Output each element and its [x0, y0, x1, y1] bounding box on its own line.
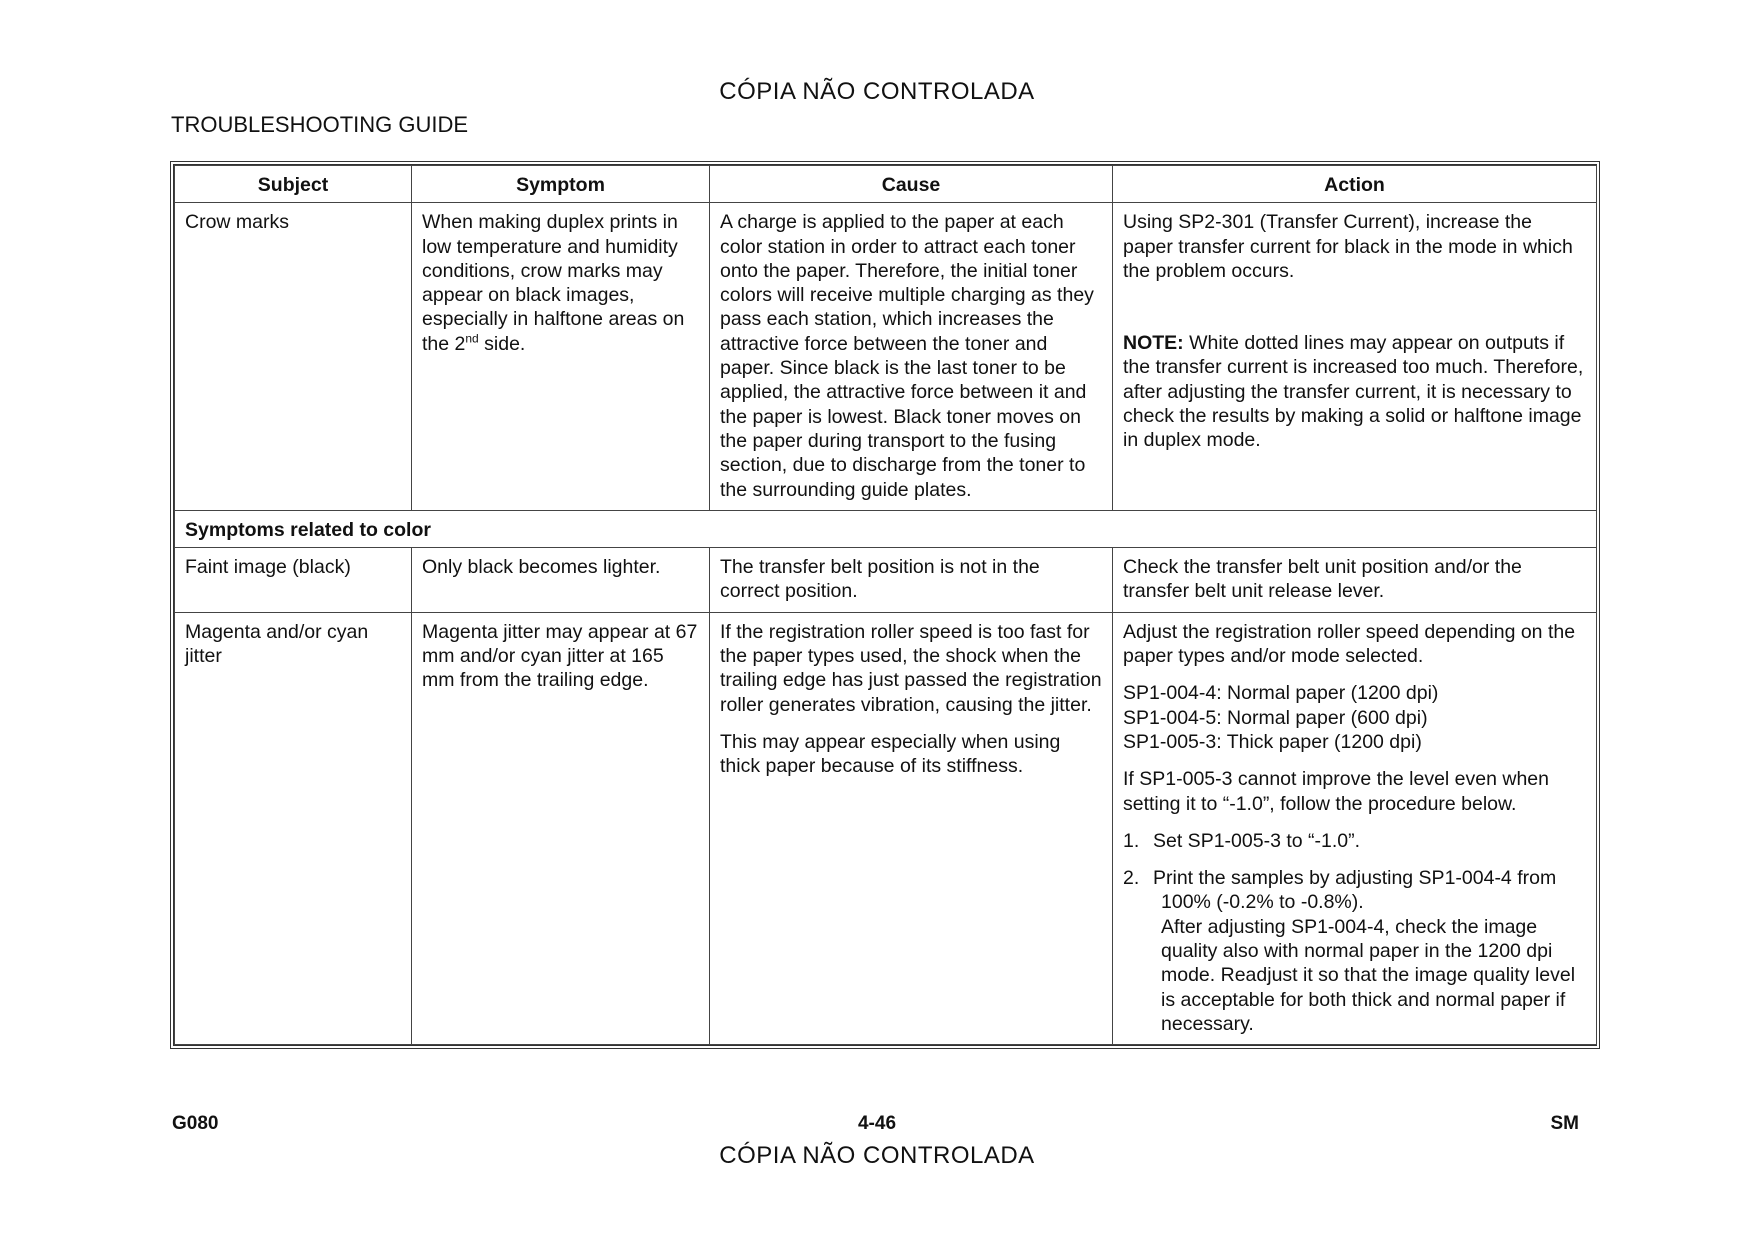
spacer [1123, 816, 1587, 829]
sp-line: SP1-004-4: Normal paper (1200 dpi) [1123, 682, 1439, 705]
watermark-top: CÓPIA NÃO CONTROLADA [719, 78, 1035, 105]
cell-cause: A charge is applied to the paper at each color station in order to attract each toner onto the paper. Therefore, the initial toner colors will receive multiple charging as they pass each station, which increases the attractive force between the toner and paper. Since black is the last toner to be applied, the attractive force between it and the paper is lowest. Black toner moves on the paper during transport to the fusing section, due to discharge from the toner to the surrounding guide plates. [710, 203, 1113, 511]
watermark-bottom: CÓPIA NÃO CONTROLADA [719, 1142, 1035, 1169]
spacer [720, 717, 1103, 730]
cell-symptom: Magenta jitter may appear at 67 mm and/or cyan jitter at 165 mm from the trailing edge. [412, 612, 710, 1044]
table-header-row [175, 166, 1597, 203]
symptom-text-end: side. [478, 332, 526, 355]
sp-line: SP1-005-3: Thick paper (1200 dpi) [1123, 730, 1422, 753]
header-subject: Subject [175, 166, 412, 203]
table-body [174, 165, 1597, 1045]
action-text-2: If SP1-005-3 cannot improve the level even when setting it to “-1.0”, follow the procedure below. [1123, 768, 1550, 815]
spacer [1123, 754, 1587, 767]
footer-model-code: G080 [172, 1113, 219, 1134]
note-label: NOTE: [1123, 332, 1184, 355]
step-text-continued: 100% (-0.2% to -0.8%). [1161, 891, 1364, 914]
cause-text: If the registration roller speed is too fast for the paper types used, the shock when the trailing edge has just passed the registration roller generates vibration, causing the jitter. [720, 620, 1102, 716]
running-header: TROUBLESHOOTING GUIDE [171, 112, 469, 137]
spacer [1123, 668, 1587, 681]
section-label: Symptoms related to color [175, 510, 1597, 547]
spacer [1123, 853, 1587, 866]
cell-cause [710, 612, 1113, 1044]
table-section-row [175, 510, 1597, 547]
footer-page-number: 4-46 [857, 1113, 897, 1134]
action-text: Adjust the registration roller speed depending on the paper types and/or mode selected. [1123, 620, 1576, 668]
note-text: White dotted lines may appear on outputs if the transfer current is increased too much. Therefore, after adjusting the transfer current, it is necessary to check the results by making a solid or halftone image in duplex mode. [1123, 332, 1584, 452]
symptom-text: When making duplex prints in low temperature and humidity conditions, crow marks may appear on black images, especially in halftone areas on the 2 [422, 211, 685, 355]
sp-line: SP1-004-5: Normal paper (600 dpi) [1123, 706, 1428, 729]
step-number: 1. [1123, 829, 1140, 852]
cell-subject: Crow marks [175, 203, 412, 511]
footer-manual-code: SM [1550, 1113, 1579, 1134]
spacer [1123, 283, 1587, 331]
procedure-step-1 [1123, 829, 1587, 853]
troubleshooting-table [170, 161, 1600, 1049]
cell-subject: Magenta and/or cyan jitter [175, 612, 412, 1044]
symptom-superscript: nd [465, 331, 479, 346]
table-row-jitter [175, 612, 1597, 1044]
header-cause: Cause [710, 166, 1113, 203]
cell-action [1113, 203, 1597, 511]
step-detail: After adjusting SP1-004-4, check the image quality also with normal paper in the 1200 dpi mode. Readjust it so that the image quality level is acceptable for both thick and normal paper if necessary. [1161, 915, 1576, 1035]
cell-symptom [412, 203, 710, 511]
action-text: Using SP2-301 (Transfer Current), increase the paper transfer current for black in the mode in which the problem occurs. [1123, 211, 1573, 282]
step-text: Print the samples by adjusting SP1-004-4 from [1153, 867, 1557, 890]
header-symptom: Symptom [412, 166, 710, 203]
step-number: 2. [1123, 867, 1140, 890]
table-row-faint-image [175, 548, 1597, 613]
cell-cause: The transfer belt position is not in the correct position. [710, 548, 1113, 613]
cell-action: Check the transfer belt unit position and/or the transfer belt unit release lever. [1113, 548, 1597, 613]
cell-symptom: Only black becomes lighter. [412, 548, 710, 613]
table-row-crow-marks [175, 203, 1597, 511]
cause-text-2: This may appear especially when using thick paper because of its stiffness. [720, 730, 1061, 778]
step-text: Set SP1-005-3 to “-1.0”. [1153, 829, 1361, 852]
cell-subject: Faint image (black) [175, 548, 412, 613]
procedure-step-2 [1123, 866, 1587, 890]
header-action: Action [1113, 166, 1597, 203]
action-note [1123, 331, 1587, 452]
cell-action [1113, 612, 1597, 1044]
